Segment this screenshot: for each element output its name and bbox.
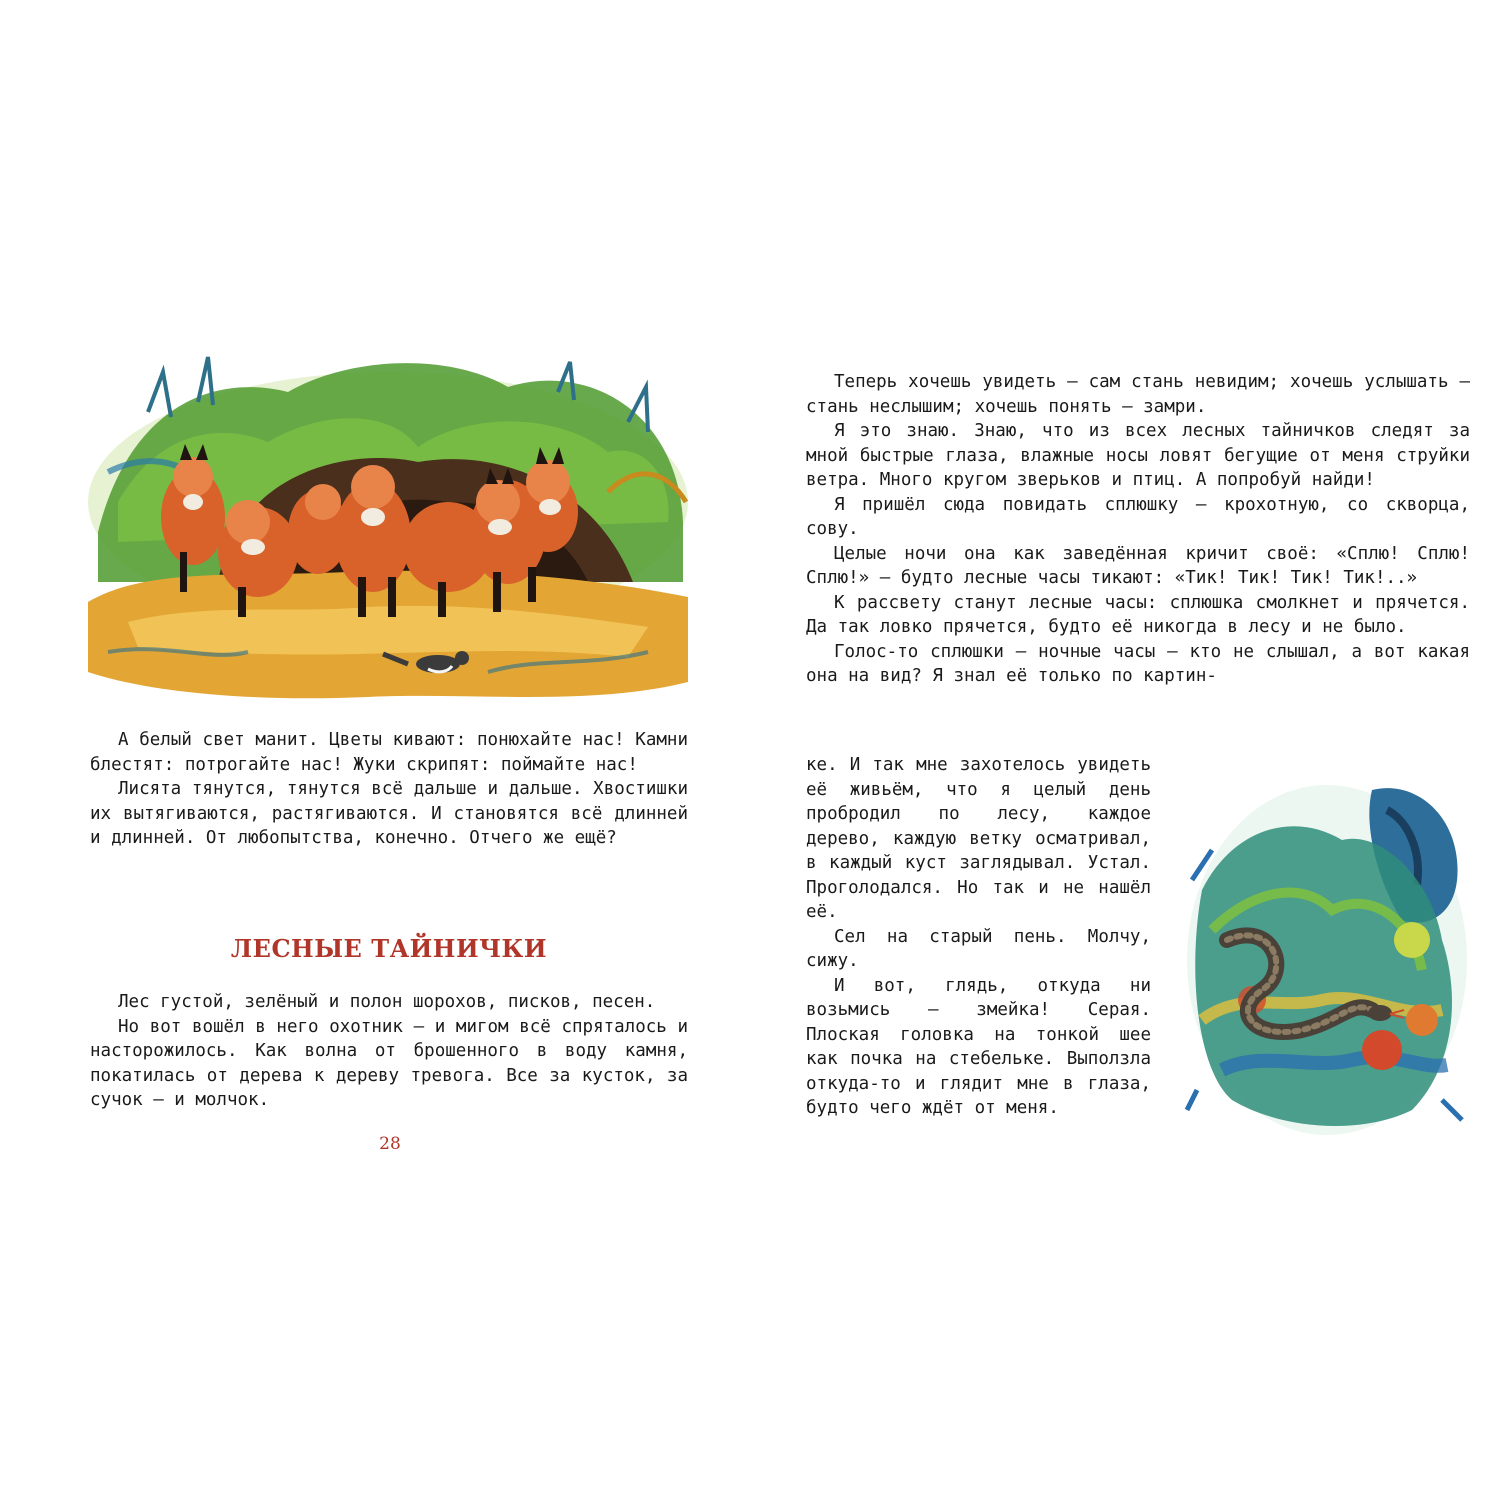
paragraph: ке. И так мне захотелось увидеть её живьём, что я целый день пробродил по лесу, каждое дерево, каждую ветку осматривал, в каждый куст заглядывал. Устал. Проголодался. Но так и не нашёл её. (806, 755, 1151, 922)
paragraph: Лес густой, зелёный и полон шорохов, писков, песен. (118, 992, 656, 1012)
snake-illustration (1182, 770, 1472, 1140)
chapter-title: ЛЕСНЫЕ ТАЙНИЧКИ (230, 934, 548, 963)
story-text-beside-image (806, 753, 1151, 1121)
story-text-full-width (806, 370, 1470, 689)
paragraph: И вот, глядь, откуда ни возьмись – змейка! Серая. Плоская головка на тонкой шее как почка на стебельке. Выползла откуда-то и глядит мне в глаза, будто чего ждёт от меня. (806, 975, 1151, 1118)
paragraph: А белый свет манит. Цветы кивают: понюхайте нас! Камни блестят: потрогайте нас! Жуки скрипят: поймайте нас! (90, 730, 688, 775)
chapter-text (90, 990, 688, 1113)
right-page (750, 0, 1500, 1500)
paragraph: Теперь хочешь увидеть – сам стань невидим; хочешь услышать – стань неслышим; хочешь понять – замри. (806, 372, 1470, 417)
story-text-foxes (90, 728, 688, 851)
paragraph: Я это знаю. Знаю, что из всех лесных тайничков следят за мной быстрые глаза, влажные носы ловят бегущие от меня струйки ветра. Много кругом зверьков и птиц. А попробуй найди! (806, 421, 1470, 490)
paragraph: Голос-то сплюшки – ночные часы – кто не слышал, а вот какая она на вид? Я знал её только по картин- (806, 641, 1470, 686)
snake-drawing (1182, 770, 1472, 1140)
paragraph: Я пришёл сюда повидать сплюшку – крохотную, со скворца, сову. (806, 494, 1470, 539)
fox-cubs-drawing (88, 352, 688, 707)
page-number: 28 (379, 1134, 401, 1154)
paragraph: Сел на старый пень. Молчу, сижу. (806, 926, 1151, 971)
fox-cubs-illustration (88, 352, 688, 707)
paragraph: Целые ночи она как заведённая кричит своё: «Сплю! Сплю! Сплю!» – будто лесные часы тикают: «Тик! Тик! Тик! Тик!..» (806, 543, 1470, 588)
paragraph: К рассвету станут лесные часы: сплюшка смолкнет и прячется. Да так ловко прячется, будто её никогда в лесу и не было. (806, 592, 1470, 637)
paragraph: Но вот вошёл в него охотник – и мигом всё спряталось и насторожилось. Как волна от брошенного в воду камня, покатилась от дерева к дереву тревога. Все за кусток, за сучок – и молчок. (90, 1016, 688, 1110)
paragraph: Лисята тянутся, тянутся всё дальше и дальше. Хвостишки их вытягиваются, растягиваются. И становятся всё длинней и длинней. От любопытства, конечно. Отчего же ещё? (90, 779, 688, 848)
